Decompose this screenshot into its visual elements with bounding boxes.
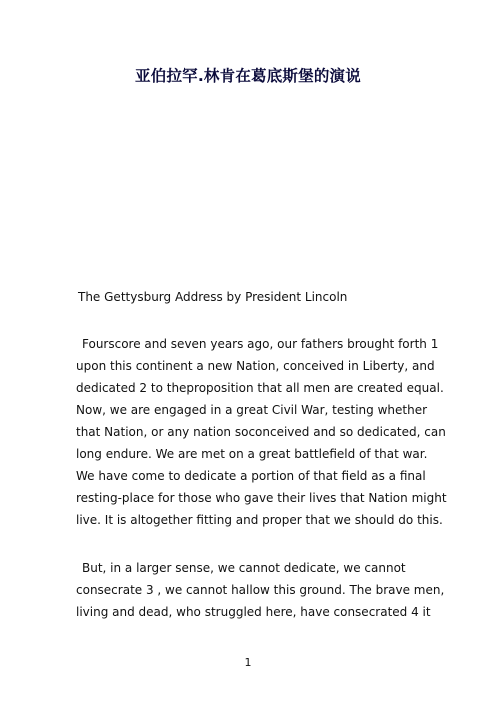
speech-subtitle: The Gettysburg Address by President Lincoln bbox=[78, 290, 348, 304]
paragraph-1-line-4: Now, we are engaged in a great Civil War, testing whether bbox=[76, 403, 428, 417]
paragraph-1-line-3: dedicated 2 to theproposition that all men are created equal. bbox=[76, 381, 444, 395]
paragraph-1-line-2: upon this continent a new Nation, conceived in Liberty, and bbox=[76, 359, 435, 373]
paragraph-1-line-6: long endure. We are met on a great battlefield of that war. bbox=[76, 447, 428, 461]
paragraph-1-line-7: We have come to dedicate a portion of that field as a final bbox=[76, 469, 426, 483]
paragraph-2-line-1: But, in a larger sense, we cannot dedicate, we cannot bbox=[82, 561, 406, 575]
paragraph-1-line-8: resting-place for those who gave their lives that Nation might bbox=[76, 491, 447, 505]
paragraph-2-line-3: living and dead, who struggled here, have consecrated 4 it bbox=[76, 605, 431, 619]
paragraph-1-line-1: Fourscore and seven years ago, our fathers brought forth 1 bbox=[82, 337, 439, 351]
paragraph-1-line-9: live. It is altogether fitting and proper that we should do this. bbox=[76, 513, 443, 527]
document-title: 亚伯拉罕.林肯在葛底斯堡的演说 bbox=[135, 67, 361, 85]
paragraph-2-line-2: consecrate 3 , we cannot hallow this ground. The brave men, bbox=[76, 583, 445, 597]
page-number: 1 bbox=[244, 656, 252, 669]
paragraph-1-line-5: that Nation, or any nation soconceived and so dedicated, can bbox=[76, 425, 446, 439]
